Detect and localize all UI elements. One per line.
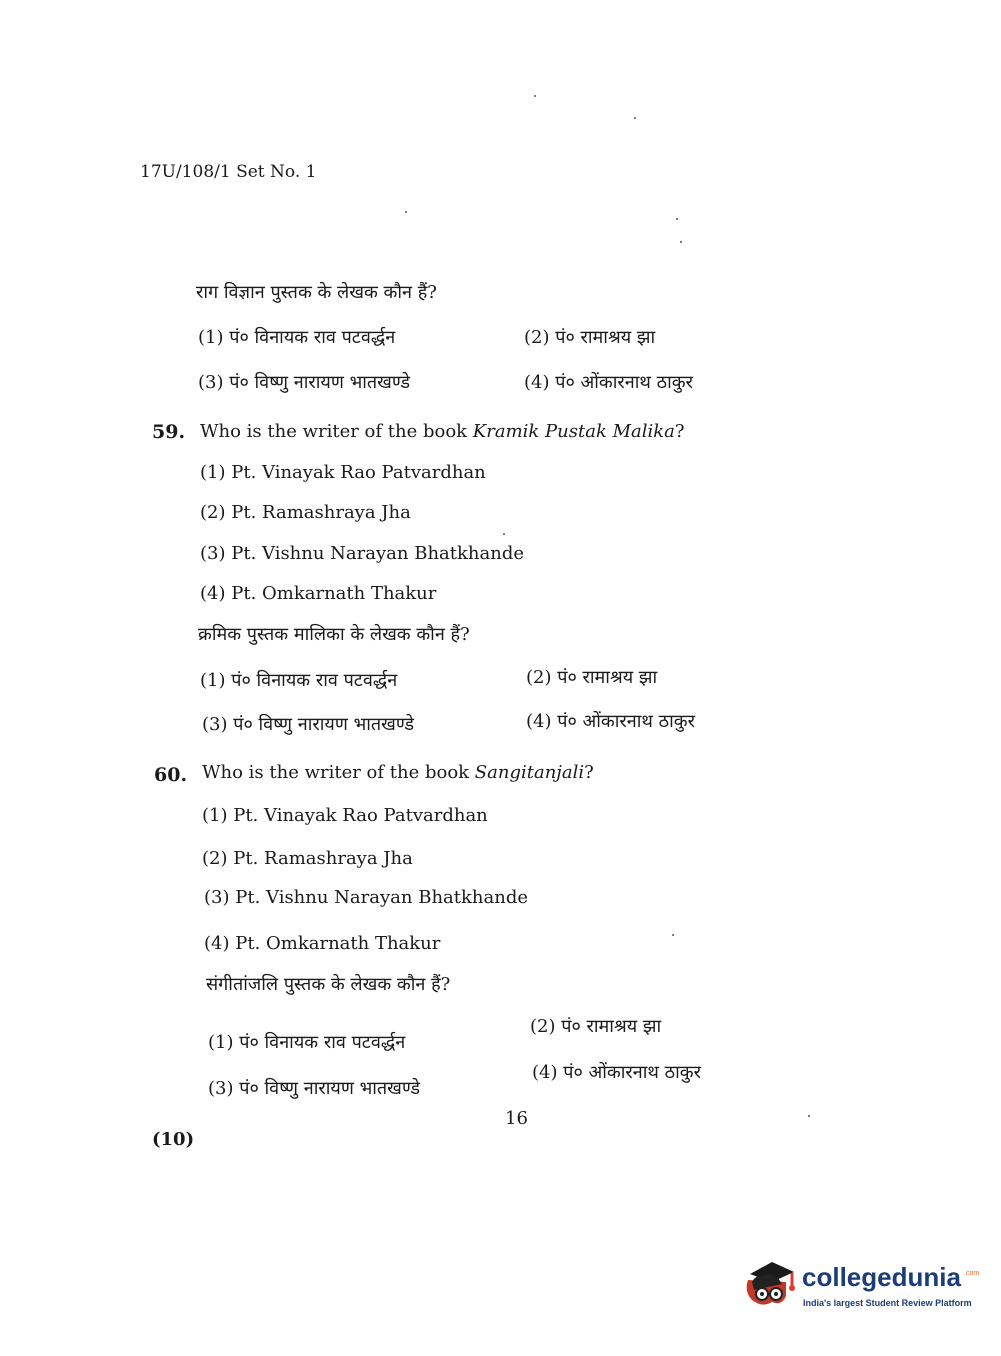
- paper-code: 17U/108/1 Set No. 1: [140, 162, 317, 182]
- q58-hindi-option-4: (4) पं० ओंकारनाथ ठाकुर: [524, 372, 693, 393]
- q58-hindi-option-2: (2) पं० रामाश्रय झा: [524, 327, 656, 348]
- scan-speck: [680, 241, 682, 243]
- q59-question-pre: Who is the writer of the book: [200, 421, 473, 442]
- logo-wordmark: collegedunia: [802, 1262, 961, 1292]
- scan-speck: [634, 117, 636, 119]
- q60-hindi-option-3: (3) पं० विष्णु नारायण भातखण्डे: [208, 1078, 421, 1099]
- q58-hindi-question: राग विज्ञान पुस्तक के लेखक कौन हैं?: [196, 282, 437, 303]
- q60-hindi-option-4: (4) पं० ओंकारनाथ ठाकुर: [532, 1062, 701, 1083]
- q59-hindi-option-1: (1) पं० विनायक राव पटवर्द्धन: [200, 670, 398, 691]
- q59-option-4: (4) Pt. Omkarnath Thakur: [200, 583, 437, 604]
- q60-hindi-question: संगीतांजलि पुस्तक के लेखक कौन हैं?: [206, 974, 451, 995]
- section-number: (10): [152, 1129, 195, 1150]
- scan-speck: [405, 211, 407, 213]
- q60-hindi-option-2: (2) पं० रामाश्रय झा: [530, 1016, 662, 1037]
- q60-book-title: Sangitanjali: [474, 762, 585, 783]
- q59-hindi-option-3: (3) पं० विष्णु नारायण भातखण्डे: [202, 714, 415, 735]
- q60-hindi-option-1: (1) पं० विनायक राव पटवर्द्धन: [208, 1032, 406, 1053]
- q59-book-title: Kramik Pustak Malika: [472, 421, 675, 442]
- q58-hindi-option-3: (3) पं० विष्णु नारायण भातखण्डे: [198, 372, 411, 393]
- scan-speck: [808, 1115, 810, 1117]
- q60-question-pre: Who is the writer of the book: [202, 762, 475, 783]
- q59-hindi-option-2: (2) पं० रामाश्रय झा: [526, 667, 658, 688]
- q60-option-3: (3) Pt. Vishnu Narayan Bhatkhande: [204, 887, 528, 908]
- q60-option-2: (2) Pt. Ramashraya Jha: [202, 848, 413, 869]
- q59-number: 59.: [152, 421, 186, 443]
- logo-tagline: India's largest Student Review Platform: [803, 1298, 972, 1308]
- q60-number: 60.: [154, 764, 188, 786]
- q59-hindi-question: क्रमिक पुस्तक मालिका के लेखक कौन हैं?: [198, 624, 470, 645]
- scan-speck: [503, 533, 505, 535]
- q59-hindi-option-4: (4) पं० ओंकारनाथ ठाकुर: [526, 711, 695, 732]
- q60-question-post: ?: [584, 762, 594, 783]
- scan-speck: [534, 95, 536, 97]
- q59-question: [200, 421, 685, 442]
- scan-speck: [676, 218, 678, 220]
- q59-question-post: ?: [674, 421, 685, 442]
- q58-hindi-option-1: (1) पं० विनायक राव पटवर्द्धन: [198, 327, 396, 348]
- q59-option-3: (3) Pt. Vishnu Narayan Bhatkhande: [200, 543, 524, 564]
- q60-option-1: (1) Pt. Vinayak Rao Patvardhan: [202, 805, 488, 826]
- q60-option-4: (4) Pt. Omkarnath Thakur: [204, 933, 441, 954]
- q60-question: [202, 762, 594, 783]
- mascot-icon: [742, 1252, 800, 1310]
- logo-suffix: .com: [964, 1270, 980, 1277]
- collegedunia-logo: [742, 1252, 980, 1322]
- q59-option-2: (2) Pt. Ramashraya Jha: [200, 502, 411, 523]
- scan-speck: [672, 934, 674, 936]
- page-number: 16: [505, 1108, 528, 1129]
- q59-option-1: (1) Pt. Vinayak Rao Patvardhan: [200, 462, 486, 483]
